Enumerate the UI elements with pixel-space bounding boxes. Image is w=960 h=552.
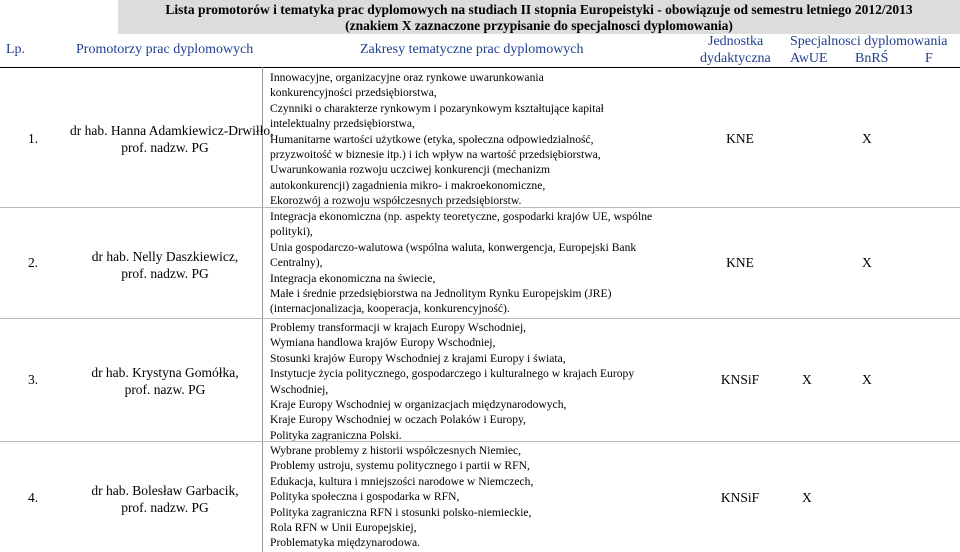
row-2-zakresy: [270, 209, 652, 317]
topic-line: Centralny),: [270, 256, 323, 270]
topic-line: Kraje Europy Wschodniej w organizacjach międzynarodowych,: [270, 398, 567, 412]
topic-line: Problematyka międzynarodowa.: [270, 536, 421, 550]
row-1-lp: 1.: [28, 131, 39, 146]
document-title: Lista promotorów i tematyka prac dyplomowych na studiach II stopnia Europeistyki - obowiązuje od semestru letniego 2012/2013: [165, 2, 913, 17]
row-separator: [0, 207, 960, 208]
header-zakresy: Zakresy tematyczne prac dyplomowych: [360, 42, 584, 57]
topic-line: Polityka społeczna i gospodarka w RFN,: [270, 490, 460, 504]
promotor-title: prof. nadzw. PG: [121, 266, 209, 281]
row-3-awue-mark: X: [802, 372, 812, 387]
row-4-lp: 4.: [28, 490, 39, 505]
row-3-jednostka: KNSiF: [720, 372, 760, 387]
row-2-promotor: [70, 248, 260, 282]
promotor-title: prof. nadzw. PG: [121, 140, 209, 155]
topic-line: Innowacyjne, organizacyjne oraz rynkowe uwarunkowania: [270, 71, 544, 84]
topic-line: Humanitarne wartości użytkowe (etyka, społeczna odpowiedzialność,: [270, 132, 594, 146]
row-separator: [0, 318, 960, 319]
row-1-zakresy: [270, 70, 604, 209]
promotor-title: prof. nadzw. PG: [121, 500, 209, 515]
promotor-name: dr hab. Bolesław Garbacik,: [91, 483, 239, 498]
topic-line: Ekorozwój a rozwoju współczesnych przedsiębiorstw.: [270, 194, 522, 208]
promotor-name: dr hab. Nelly Daszkiewicz,: [91, 249, 239, 264]
header-lp: Lp.: [6, 42, 26, 57]
row-1-awue-mark: X: [862, 131, 872, 146]
header-dydaktyczna: dydaktyczna: [700, 51, 771, 66]
promotor-title: prof. nazw. PG: [124, 382, 206, 397]
row-1-jednostka: KNE: [726, 131, 754, 146]
topic-line: Wybrane problemy z historii współczesnych Niemiec,: [270, 444, 522, 457]
row-3-promotor: [70, 364, 260, 398]
topic-line: intelektualny przedsiębiorstwa,: [270, 117, 415, 131]
row-3-zakresy: [270, 320, 634, 443]
row-2-jednostka: KNE: [726, 255, 754, 270]
row-4-zakresy: [270, 443, 533, 551]
header-rule: [0, 67, 960, 68]
topic-line: przyzwoitość w biznesie itp.) i ich wpływ na wartość przedsiębiorstwa,: [270, 148, 601, 162]
header-f: F: [925, 51, 933, 66]
topic-line: Małe i średnie przedsiębiorstwa na Jednolitym Rynku Europejskim (JRE): [270, 287, 612, 301]
header-awue: AwUE: [790, 51, 828, 66]
promotor-name: dr hab. Hanna Adamkiewicz-Drwiłło,: [70, 123, 274, 138]
column-divider: [262, 67, 263, 552]
row-2-awue-mark: X: [862, 255, 872, 270]
row-separator: [0, 441, 960, 442]
topic-line: autokonkurencji) zagadnienia mikro- i makroekonomiczne,: [270, 178, 546, 192]
topic-line: Wschodniej,: [270, 382, 329, 396]
topic-line: (internacjonalizacja, kooperacja, konkurencyjność).: [270, 302, 510, 316]
row-3-lp: 3.: [28, 372, 39, 387]
topic-line: Wymiana handlowa krajów Europy Wschodniej,: [270, 336, 496, 350]
row-3-bnrs-mark: X: [862, 372, 872, 387]
topic-line: polityki),: [270, 225, 313, 239]
document-subtitle: (znakiem X zaznaczone przypisanie do specjalnosci dyplomowania): [345, 18, 733, 33]
row-2-lp: 2.: [28, 255, 39, 270]
topic-line: Instytucje życia politycznego, gospodarczego i kulturalnego w krajach Europy: [270, 367, 635, 381]
topic-line: Edukacja, kultura i mniejszości narodowe w Niemczech,: [270, 474, 534, 488]
topic-line: Unia gospodarczo-walutowa (wspólna waluta, konwergencja, Europejski Bank: [270, 240, 637, 254]
row-4-awue-mark: X: [802, 490, 812, 505]
topic-line: konkurencyjności przedsiębiorstwa,: [270, 86, 437, 100]
row-4-jednostka: KNSiF: [720, 490, 760, 505]
row-1-promotor: [70, 122, 274, 156]
topic-line: Stosunki krajów Europy Wschodniej z krajami Europy i świata,: [270, 351, 566, 365]
topic-line: Czynniki o charakterze rynkowym i pozarynkowym kształtujące kapitał: [270, 101, 604, 115]
topic-line: Integracja ekonomiczna na świecie,: [270, 271, 436, 285]
topic-line: Kraje Europy Wschodniej w oczach Polaków i Europy,: [270, 413, 526, 427]
topic-line: Uwarunkowania rozwoju uczciwej konkurencji (mechanizm: [270, 163, 551, 177]
topic-line: Problemy ustroju, systemu politycznego i partii w RFN,: [270, 459, 530, 473]
promotor-name: dr hab. Krystyna Gomółka,: [91, 365, 239, 380]
topic-line: Problemy transformacji w krajach Europy Wschodniej,: [270, 321, 527, 334]
topic-line: Polityka zagraniczna RFN i stosunki polsko-niemieckie,: [270, 505, 532, 519]
header-jednostka: Jednostka: [708, 34, 764, 49]
header-specjalnosci: Specjalnosci dyplomowania: [790, 34, 948, 49]
row-4-promotor: [70, 482, 260, 516]
topic-line: Polityka zagraniczna Polski.: [270, 428, 402, 442]
topic-line: Integracja ekonomiczna (np. aspekty teoretyczne, gospodarki krajów UE, wspólne: [270, 210, 653, 223]
topic-line: Rola RFN w Unii Europejskiej,: [270, 521, 417, 535]
header-bnrs: BnRŚ: [855, 51, 889, 66]
header-promotorzy: Promotorzy prac dyplomowych: [76, 42, 254, 57]
